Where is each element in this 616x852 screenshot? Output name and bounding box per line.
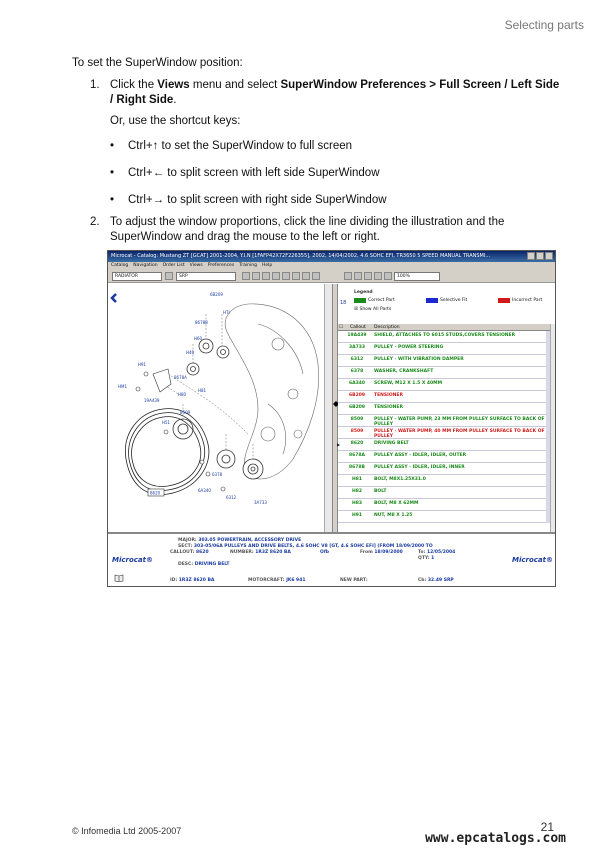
table-row[interactable] xyxy=(338,511,550,523)
step-1-mid: menu and select xyxy=(189,79,281,91)
label-8678b: 8678B xyxy=(195,320,208,325)
toolbar-icon[interactable] xyxy=(364,272,372,280)
menu-bar xyxy=(108,262,555,270)
step-1-number: 1. xyxy=(90,79,100,91)
parts-table-header xyxy=(338,324,550,331)
superwindow xyxy=(338,284,556,532)
table-row[interactable] xyxy=(338,379,550,391)
row-description: PULLEY - WITH VIBRATION DAMPER xyxy=(374,357,464,362)
header-callout[interactable]: Callout xyxy=(350,325,366,330)
microcat-screenshot xyxy=(107,250,556,587)
menu-help[interactable]: Help xyxy=(261,263,273,268)
table-row[interactable] xyxy=(338,343,550,355)
show-all-label: Show All Parts xyxy=(359,307,392,312)
menu-training[interactable]: Training xyxy=(239,263,257,268)
label-6312: 6312 xyxy=(226,495,237,500)
row-callout: H82 xyxy=(351,489,363,494)
row-description: TENSIONER xyxy=(374,393,403,398)
info-new-part: NEW PART: xyxy=(340,578,368,583)
row-callout: H83 xyxy=(351,501,363,506)
row-callout: 6B209 xyxy=(349,393,365,398)
row-description: BOLT, M8X1.25X31.0 xyxy=(374,477,426,482)
parts-list xyxy=(338,331,550,523)
selective-swatch xyxy=(426,298,438,303)
toolbar-icon[interactable] xyxy=(292,272,300,280)
label-19a439: 19A439 xyxy=(144,398,160,403)
row-description: TENSIONER xyxy=(374,405,403,410)
step-2-number: 2. xyxy=(90,216,100,228)
row-description: PULLEY - WATER PUMP, 40 MM FROM PULLEY SURFACE TO BACK OF PULLEY xyxy=(374,429,545,439)
row-callout: 8509 xyxy=(350,417,364,422)
info-ofb: Ofb xyxy=(320,550,330,555)
toolbar-icon[interactable] xyxy=(242,272,250,280)
legend-incorrect-label: Incorrect Part xyxy=(512,298,543,303)
info-sect: SECT: 303-05/06A PULLEYS AND DRIVE BELTS, 4.6 SOHC V8 [GT, 4.6 SOHC EFI] (FROM 18/09/2000 TO xyxy=(178,544,433,549)
row-callout: H91 xyxy=(351,513,363,518)
row-callout: 3A733 xyxy=(348,345,365,350)
row-callout: 8509 xyxy=(350,429,364,434)
window-buttons xyxy=(527,252,553,260)
step-2 xyxy=(90,215,560,245)
step-1 xyxy=(90,78,560,108)
toolbar-icon[interactable] xyxy=(384,272,392,280)
table-row[interactable] xyxy=(338,427,550,439)
info-desc: DESC: DRIVING BELT xyxy=(178,562,230,567)
row-callout: 6B209 xyxy=(349,405,365,410)
bullet-text: Ctrl+↑ to set the SuperWindow to full screen xyxy=(128,140,353,152)
microcat-logo-right: Microcat® xyxy=(512,556,553,564)
intro-text: To set the SuperWindow position: xyxy=(72,57,243,69)
legend-count: 18 xyxy=(340,300,347,306)
selected-row-marker-icon: ▶ xyxy=(337,442,341,447)
legend-selective-label: Selective Fit xyxy=(440,298,468,303)
label-6378: 6378 xyxy=(212,472,223,477)
table-row[interactable] xyxy=(338,367,550,379)
row-description: PULLEY ASSY - IDLER, IDLER, OUTER xyxy=(374,453,467,458)
step-1-views: Views xyxy=(157,79,190,91)
label-h60: H60 xyxy=(194,336,203,341)
window-title: Microcat - Catalog: Mustang ZT [GCAT] 2001-2004, Y.I.N [1FAFP42X72F226355], 2002, 14/04/2002, 4.6 SOHC EFI, TR3650 5 SPEED MANUAL TRANSMI... xyxy=(111,253,491,259)
info-qty: QTY: 1 xyxy=(418,556,435,561)
info-number: NUMBER: 1R3Z 8620 BA xyxy=(230,550,291,555)
watermark: www.epcatalogs.com xyxy=(425,831,566,846)
row-description: SHIELD, ATTACHES TO 6015 STUDS,COVERS TENSIONER xyxy=(374,333,516,338)
toolbar-icon[interactable] xyxy=(165,272,173,280)
table-row[interactable] xyxy=(338,499,550,511)
incorrect-swatch xyxy=(498,298,510,303)
row-description: PULLEY - WATER PUMP, 23 MM FROM PULLEY SURFACE TO BACK OF PULLEY xyxy=(374,417,545,427)
back-arrow-icon xyxy=(112,294,116,302)
header-description[interactable]: Description xyxy=(374,325,400,330)
toolbar-icon[interactable] xyxy=(312,272,320,280)
legend-incorrect xyxy=(498,298,542,303)
table-row[interactable] xyxy=(338,391,550,403)
label-h51: H51 xyxy=(162,420,171,425)
legend xyxy=(338,284,556,324)
page-number: 21 xyxy=(540,820,554,834)
page-header-title: Selecting parts xyxy=(504,18,584,32)
toolbar-icon[interactable] xyxy=(272,272,280,280)
row-description: WASHER, CRANKSHAFT xyxy=(374,369,434,374)
bullet-text: Ctrl+→ to split screen with right side SuperWindow xyxy=(128,194,387,206)
label-h91: H91 xyxy=(138,362,147,367)
label-3a733: 3A733 xyxy=(254,500,267,505)
row-callout: H81 xyxy=(351,477,363,482)
table-row[interactable] xyxy=(338,475,550,487)
belt-diagram xyxy=(108,284,324,532)
info-id: ID: 1R3Z 8620 BA xyxy=(170,578,215,583)
label-hm1: HM1 xyxy=(118,384,128,389)
bullet-item xyxy=(110,194,387,206)
close-button[interactable] xyxy=(545,252,553,260)
window-titlebar xyxy=(108,251,555,262)
book-icon[interactable] xyxy=(114,574,124,582)
label-8509: 8509 xyxy=(180,410,191,415)
step-1-pre: Click the xyxy=(110,79,158,91)
info-motorcraft: MOTORCRAFT: JK6 941 xyxy=(248,578,306,583)
bullet-text: Ctrl+← to split screen with left side SuperWindow xyxy=(128,167,380,179)
superwindow-scrollbar[interactable] xyxy=(550,324,556,532)
legend-correct-label: Correct Part xyxy=(368,298,395,303)
label-h81: H81 xyxy=(198,388,207,393)
filter-select[interactable]: SRP xyxy=(176,272,236,281)
legend-title: Legend xyxy=(354,290,373,295)
table-row[interactable] xyxy=(338,487,550,499)
row-description: SCREW, M12 X 1.5 X 40MM xyxy=(374,381,443,386)
table-row[interactable] xyxy=(338,439,550,451)
row-callout: 8620 xyxy=(350,441,364,446)
toolbar-icon[interactable] xyxy=(262,272,270,280)
label-h40: H40 xyxy=(186,350,195,355)
zoom-select[interactable]: 100% xyxy=(394,272,440,281)
table-row[interactable] xyxy=(338,451,550,463)
illustration-panel[interactable] xyxy=(108,284,324,532)
correct-swatch xyxy=(354,298,366,303)
label-8678a: 8678A xyxy=(174,375,187,380)
table-row[interactable] xyxy=(338,415,550,427)
part-info-panel xyxy=(108,532,556,587)
row-description: BOLT, M8 X 62MM xyxy=(374,501,419,506)
copyright: © Infomedia Ltd 2005-2007 xyxy=(72,826,182,836)
table-row[interactable] xyxy=(338,403,550,415)
legend-correct xyxy=(354,298,395,303)
row-description: PULLEY - POWER STEERING xyxy=(374,345,444,350)
toolbar-icon[interactable] xyxy=(282,272,290,280)
info-callout: CALLOUT: 8620 xyxy=(170,550,209,555)
header-checkbox[interactable]: ☐ xyxy=(339,325,344,330)
step-2-text: To adjust the window proportions, click the line dividing the illustration and the SuperWindow and drag the mouse to the left or right. xyxy=(110,216,505,243)
toolbar xyxy=(108,270,555,283)
menu-views[interactable]: Views xyxy=(189,263,203,268)
row-callout: 6A340 xyxy=(348,381,365,386)
info-major: MAJOR: 303.05 POWERTRAIN, ACCESSORY DRIVE xyxy=(178,538,302,543)
bullet-dot: • xyxy=(110,194,115,206)
menu-catalog[interactable]: Catalog xyxy=(111,263,129,268)
row-callout: 6378 xyxy=(350,369,364,374)
illustration-scrollbar[interactable] xyxy=(324,284,332,532)
row-callout: 19A439 xyxy=(347,333,367,338)
table-row[interactable] xyxy=(338,355,550,367)
menu-order-list[interactable]: Order List xyxy=(162,263,185,268)
menu-preferences[interactable]: Preferences xyxy=(207,263,235,268)
bullet-item xyxy=(110,167,380,179)
label-h80: H80 xyxy=(178,392,187,397)
row-callout: 8678B xyxy=(349,465,365,470)
row-description: DRIVING BELT xyxy=(374,441,409,446)
label-6a340: 6A340 xyxy=(198,488,211,493)
toolbar-icon[interactable] xyxy=(354,272,362,280)
microcat-logo-left: Microcat® xyxy=(112,556,153,564)
toolbar-icon[interactable] xyxy=(374,272,382,280)
bullet-item xyxy=(110,140,352,152)
step-1-end: . xyxy=(173,94,177,106)
show-all-checkbox[interactable]: ☒ Show All Parts xyxy=(354,307,392,312)
row-description: BOLT xyxy=(374,489,387,494)
legend-selective xyxy=(426,298,467,303)
row-description: PULLEY ASSY - IDLER, IDLER, INNER xyxy=(374,465,465,470)
minimize-button[interactable] xyxy=(527,252,535,260)
info-to: To: 12/05/2004 xyxy=(418,550,456,555)
toolbar-icon[interactable] xyxy=(302,272,310,280)
info-cb: Cb: 32.49 SRP xyxy=(418,578,454,583)
toolbar-icon[interactable] xyxy=(252,272,260,280)
table-row[interactable] xyxy=(338,463,550,475)
row-description: NUT, M8 X 1.25 xyxy=(374,513,413,518)
info-from: From 18/09/2000 xyxy=(360,550,403,555)
shortcut-intro: Or, use the shortcut keys: xyxy=(110,115,241,127)
toolbar-icon[interactable] xyxy=(344,272,352,280)
label-hti: HTI xyxy=(223,310,230,315)
bullet-dot: • xyxy=(110,167,115,179)
label-6b209: 6B209 xyxy=(210,292,223,297)
menu-navigation[interactable]: Navigation xyxy=(133,263,158,268)
group-select[interactable]: RADIATOR xyxy=(112,272,162,281)
step-1-path: SuperWindow Preferences > Full Screen / Left Side / Right Side xyxy=(110,79,560,106)
label-8620: 8620 xyxy=(150,490,161,496)
table-row[interactable] xyxy=(338,331,550,343)
maximize-button[interactable] xyxy=(536,252,544,260)
row-callout: 6312 xyxy=(350,357,364,362)
row-callout: 8678A xyxy=(348,453,365,458)
bullet-dot: • xyxy=(110,140,115,152)
